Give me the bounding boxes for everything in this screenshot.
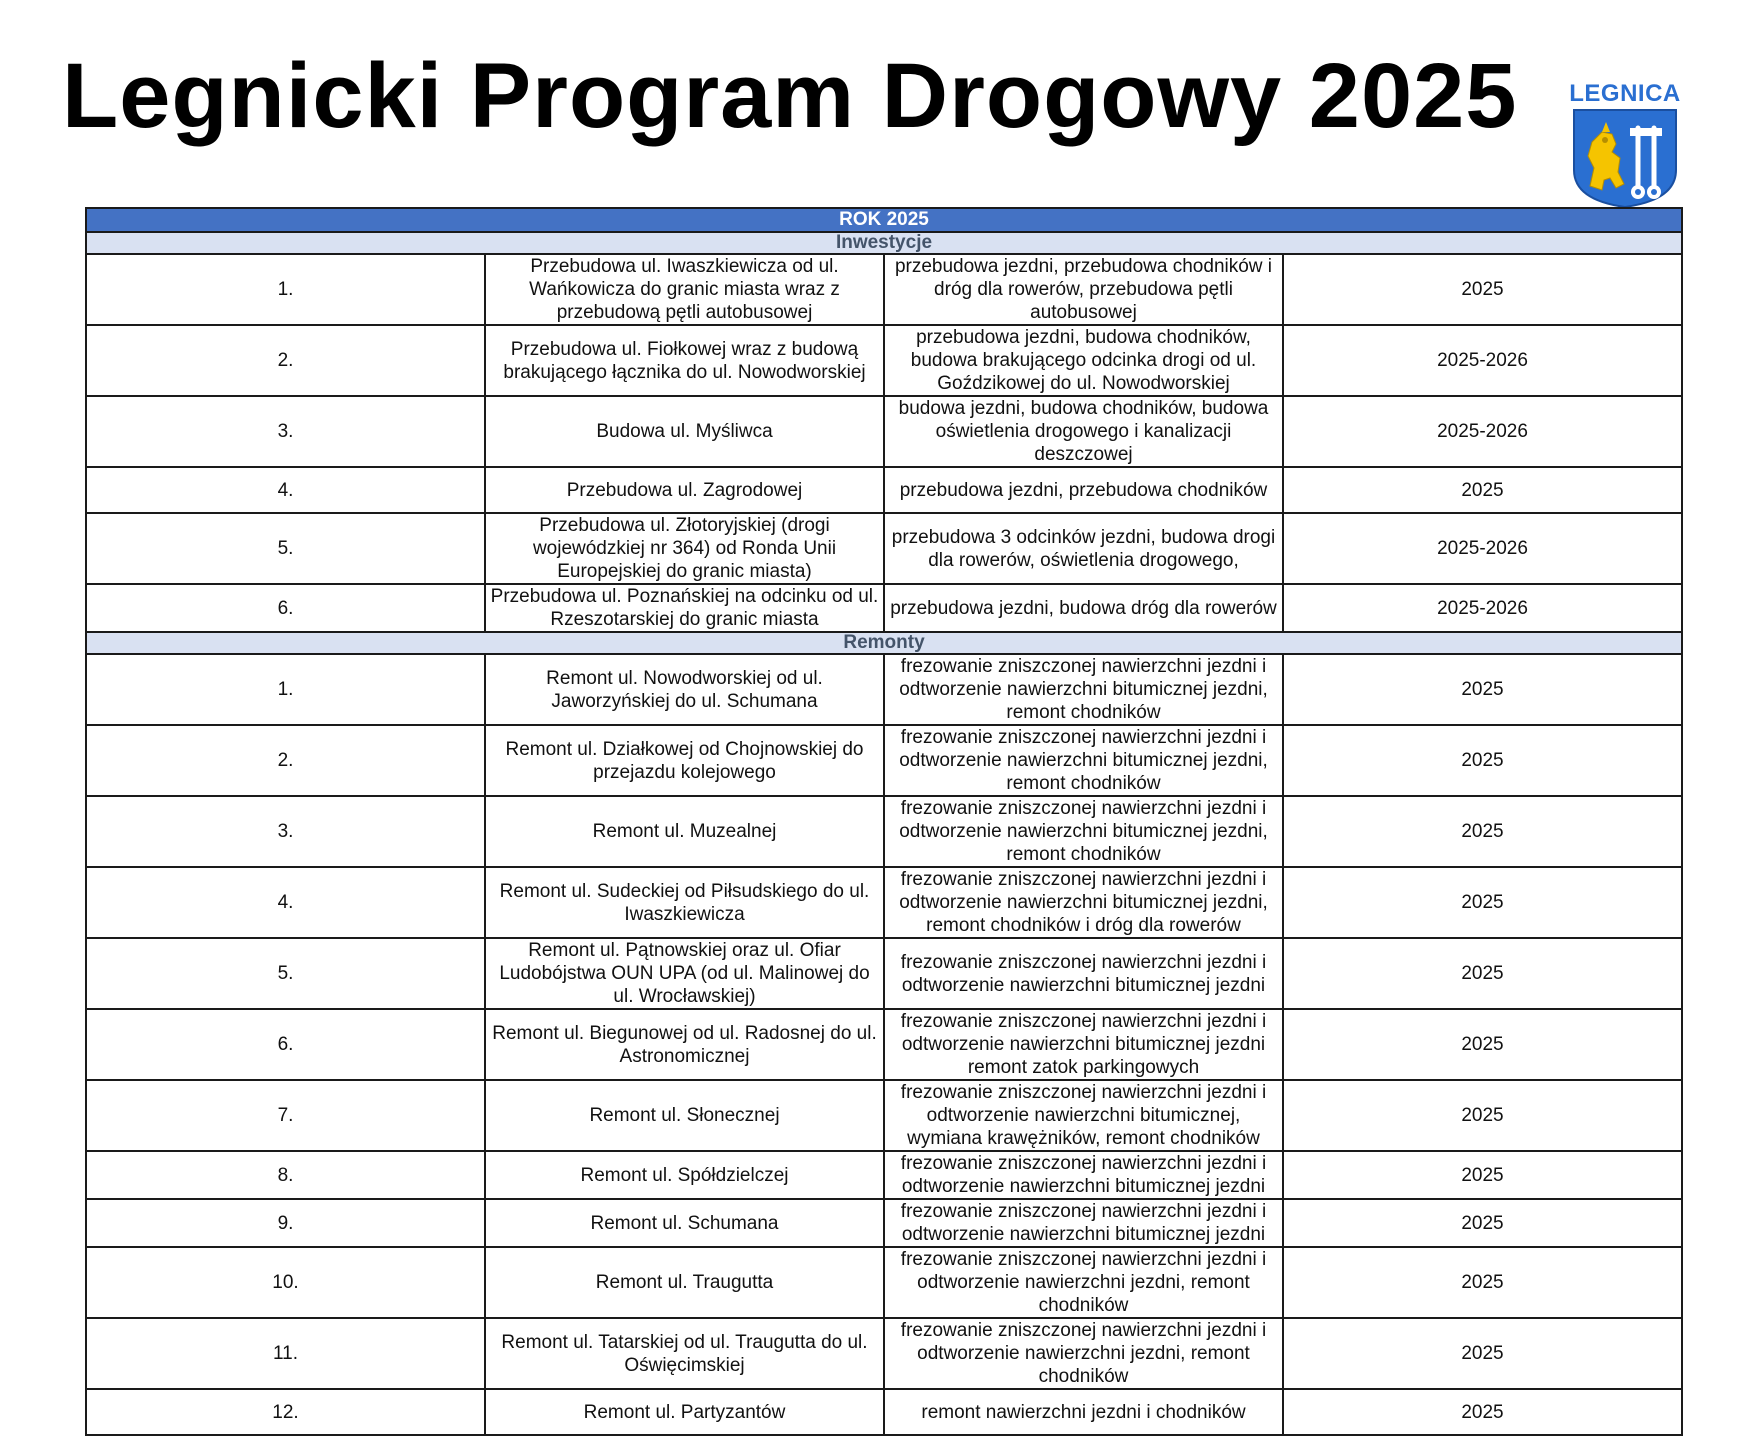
row-number: 6.	[86, 1009, 485, 1080]
task-name: Budowa ul. Myśliwca	[485, 396, 884, 467]
task-year: 2025	[1283, 467, 1682, 513]
task-scope: frezowanie zniszczonej nawierzchni jezdni i odtworzenie nawierzchni bitumicznej jezdni	[884, 938, 1283, 1009]
task-scope: frezowanie zniszczonej nawierzchni jezdni i odtworzenie nawierzchni jezdni, remont chodników	[884, 1247, 1283, 1318]
row-number: 5.	[86, 513, 485, 584]
table-row	[86, 725, 1682, 796]
row-number: 11.	[86, 1318, 485, 1389]
task-name: Remont ul. Biegunowej od ul. Radosnej do ul. Astronomicznej	[485, 1009, 884, 1080]
table-row	[86, 1199, 1682, 1247]
task-name: Przebudowa ul. Poznańskiej na odcinku od ul. Rzeszotarskiej do granic miasta	[485, 584, 884, 632]
table-row	[86, 938, 1682, 1009]
task-scope: frezowanie zniszczonej nawierzchni jezdni i odtworzenie nawierzchni bitumicznej jezdni, remont chodników	[884, 796, 1283, 867]
road-program-table	[85, 207, 1683, 1436]
task-scope: przebudowa 3 odcinków jezdni, budowa drogi dla rowerów, oświetlenia drogowego,	[884, 513, 1283, 584]
task-year: 2025	[1283, 1389, 1682, 1435]
task-scope: frezowanie zniszczonej nawierzchni jezdni i odtworzenie nawierzchni jezdni, remont chodników	[884, 1318, 1283, 1389]
task-scope: frezowanie zniszczonej nawierzchni jezdni i odtworzenie nawierzchni bitumicznej, wymiana krawężników, remont chodników	[884, 1080, 1283, 1151]
row-number: 9.	[86, 1199, 485, 1247]
table-row	[86, 1389, 1682, 1435]
task-name: Remont ul. Spółdzielczej	[485, 1151, 884, 1199]
task-year: 2025	[1283, 1151, 1682, 1199]
table-row	[86, 1247, 1682, 1318]
section-header-row	[86, 632, 1682, 654]
task-name: Remont ul. Pątnowskiej oraz ul. Ofiar Ludobójstwa OUN UPA (od ul. Malinowej do ul. Wrocławskiej)	[485, 938, 884, 1009]
task-year: 2025	[1283, 796, 1682, 867]
section-header: Remonty	[86, 632, 1682, 654]
coat-of-arms-icon	[1572, 108, 1678, 208]
task-name: Remont ul. Muzealnej	[485, 796, 884, 867]
task-scope: przebudowa jezdni, budowa chodników, budowa brakującego odcinka drogi od ul. Goździkowej do ul. Nowodworskiej	[884, 325, 1283, 396]
row-number: 4.	[86, 867, 485, 938]
table-row	[86, 396, 1682, 467]
task-year: 2025	[1283, 1199, 1682, 1247]
task-scope: przebudowa jezdni, przebudowa chodników i dróg dla rowerów, przebudowa pętli autobusowej	[884, 254, 1283, 325]
task-year: 2025	[1283, 867, 1682, 938]
table-row	[86, 1080, 1682, 1151]
task-year: 2025	[1283, 938, 1682, 1009]
section-header-row	[86, 232, 1682, 254]
task-year: 2025	[1283, 1318, 1682, 1389]
task-year: 2025-2026	[1283, 513, 1682, 584]
city-logo	[1567, 82, 1683, 210]
row-number: 12.	[86, 1389, 485, 1435]
row-number: 2.	[86, 325, 485, 396]
table-row	[86, 325, 1682, 396]
task-name: Remont ul. Nowodworskiej od ul. Jaworzyńskiej do ul. Schumana	[485, 654, 884, 725]
task-name: Remont ul. Schumana	[485, 1199, 884, 1247]
task-year: 2025	[1283, 654, 1682, 725]
table-row	[86, 1318, 1682, 1389]
task-name: Remont ul. Traugutta	[485, 1247, 884, 1318]
table-row	[86, 654, 1682, 725]
task-scope: frezowanie zniszczonej nawierzchni jezdni i odtworzenie nawierzchni bitumicznej jezdni, remont chodników i dróg dla rowerów	[884, 867, 1283, 938]
year-header: ROK 2025	[86, 208, 1682, 232]
task-scope: frezowanie zniszczonej nawierzchni jezdni i odtworzenie nawierzchni bitumicznej jezdni, remont chodników	[884, 654, 1283, 725]
table-row	[86, 254, 1682, 325]
task-year: 2025	[1283, 1009, 1682, 1080]
task-scope: przebudowa jezdni, przebudowa chodników	[884, 467, 1283, 513]
task-name: Remont ul. Partyzantów	[485, 1389, 884, 1435]
task-year: 2025-2026	[1283, 584, 1682, 632]
task-year: 2025-2026	[1283, 325, 1682, 396]
table-row	[86, 867, 1682, 938]
table-row	[86, 584, 1682, 632]
task-name: Przebudowa ul. Złotoryjskiej (drogi wojewódzkiej nr 364) od Ronda Unii Europejskiej do granic miasta)	[485, 513, 884, 584]
table-row	[86, 467, 1682, 513]
task-name: Przebudowa ul. Zagrodowej	[485, 467, 884, 513]
row-number: 3.	[86, 796, 485, 867]
row-number: 6.	[86, 584, 485, 632]
task-name: Remont ul. Działkowej od Chojnowskiej do przejazdu kolejowego	[485, 725, 884, 796]
row-number: 2.	[86, 725, 485, 796]
task-scope: frezowanie zniszczonej nawierzchni jezdni i odtworzenie nawierzchni bitumicznej jezdni	[884, 1151, 1283, 1199]
task-scope: frezowanie zniszczonej nawierzchni jezdni i odtworzenie nawierzchni bitumicznej jezdni	[884, 1199, 1283, 1247]
task-name: Remont ul. Sudeckiej od Piłsudskiego do ul. Iwaszkiewicza	[485, 867, 884, 938]
logo-text: LEGNICA	[1569, 80, 1681, 107]
row-number: 3.	[86, 396, 485, 467]
task-name: Przebudowa ul. Iwaszkiewicza od ul. Wańkowicza do granic miasta wraz z przebudową pętli autobusowej	[485, 254, 884, 325]
task-name: Remont ul. Tatarskiej od ul. Traugutta do ul. Oświęcimskiej	[485, 1318, 884, 1389]
table-row	[86, 1009, 1682, 1080]
task-scope: frezowanie zniszczonej nawierzchni jezdni i odtworzenie nawierzchni bitumicznej jezdni remont zatok parkingowych	[884, 1009, 1283, 1080]
task-year: 2025	[1283, 1247, 1682, 1318]
table-row	[86, 1151, 1682, 1199]
row-number: 10.	[86, 1247, 485, 1318]
task-year: 2025	[1283, 1080, 1682, 1151]
task-year: 2025	[1283, 725, 1682, 796]
task-year: 2025-2026	[1283, 396, 1682, 467]
task-year: 2025	[1283, 254, 1682, 325]
row-number: 7.	[86, 1080, 485, 1151]
task-name: Przebudowa ul. Fiołkowej wraz z budową brakującego łącznika do ul. Nowodworskiej	[485, 325, 884, 396]
task-name: Remont ul. Słonecznej	[485, 1080, 884, 1151]
task-scope: frezowanie zniszczonej nawierzchni jezdni i odtworzenie nawierzchni bitumicznej jezdni, remont chodników	[884, 725, 1283, 796]
page-title: Legnicki Program Drogowy 2025	[62, 45, 1518, 147]
row-number: 1.	[86, 254, 485, 325]
table-row	[86, 513, 1682, 584]
section-header: Inwestycje	[86, 232, 1682, 254]
task-scope: remont nawierzchni jezdni i chodników	[884, 1389, 1283, 1435]
task-scope: przebudowa jezdni, budowa dróg dla rowerów	[884, 584, 1283, 632]
task-scope: budowa jezdni, budowa chodników, budowa oświetlenia drogowego i kanalizacji deszczowej	[884, 396, 1283, 467]
table-row	[86, 796, 1682, 867]
row-number: 8.	[86, 1151, 485, 1199]
row-number: 1.	[86, 654, 485, 725]
row-number: 5.	[86, 938, 485, 1009]
row-number: 4.	[86, 467, 485, 513]
year-header-row	[86, 208, 1682, 232]
